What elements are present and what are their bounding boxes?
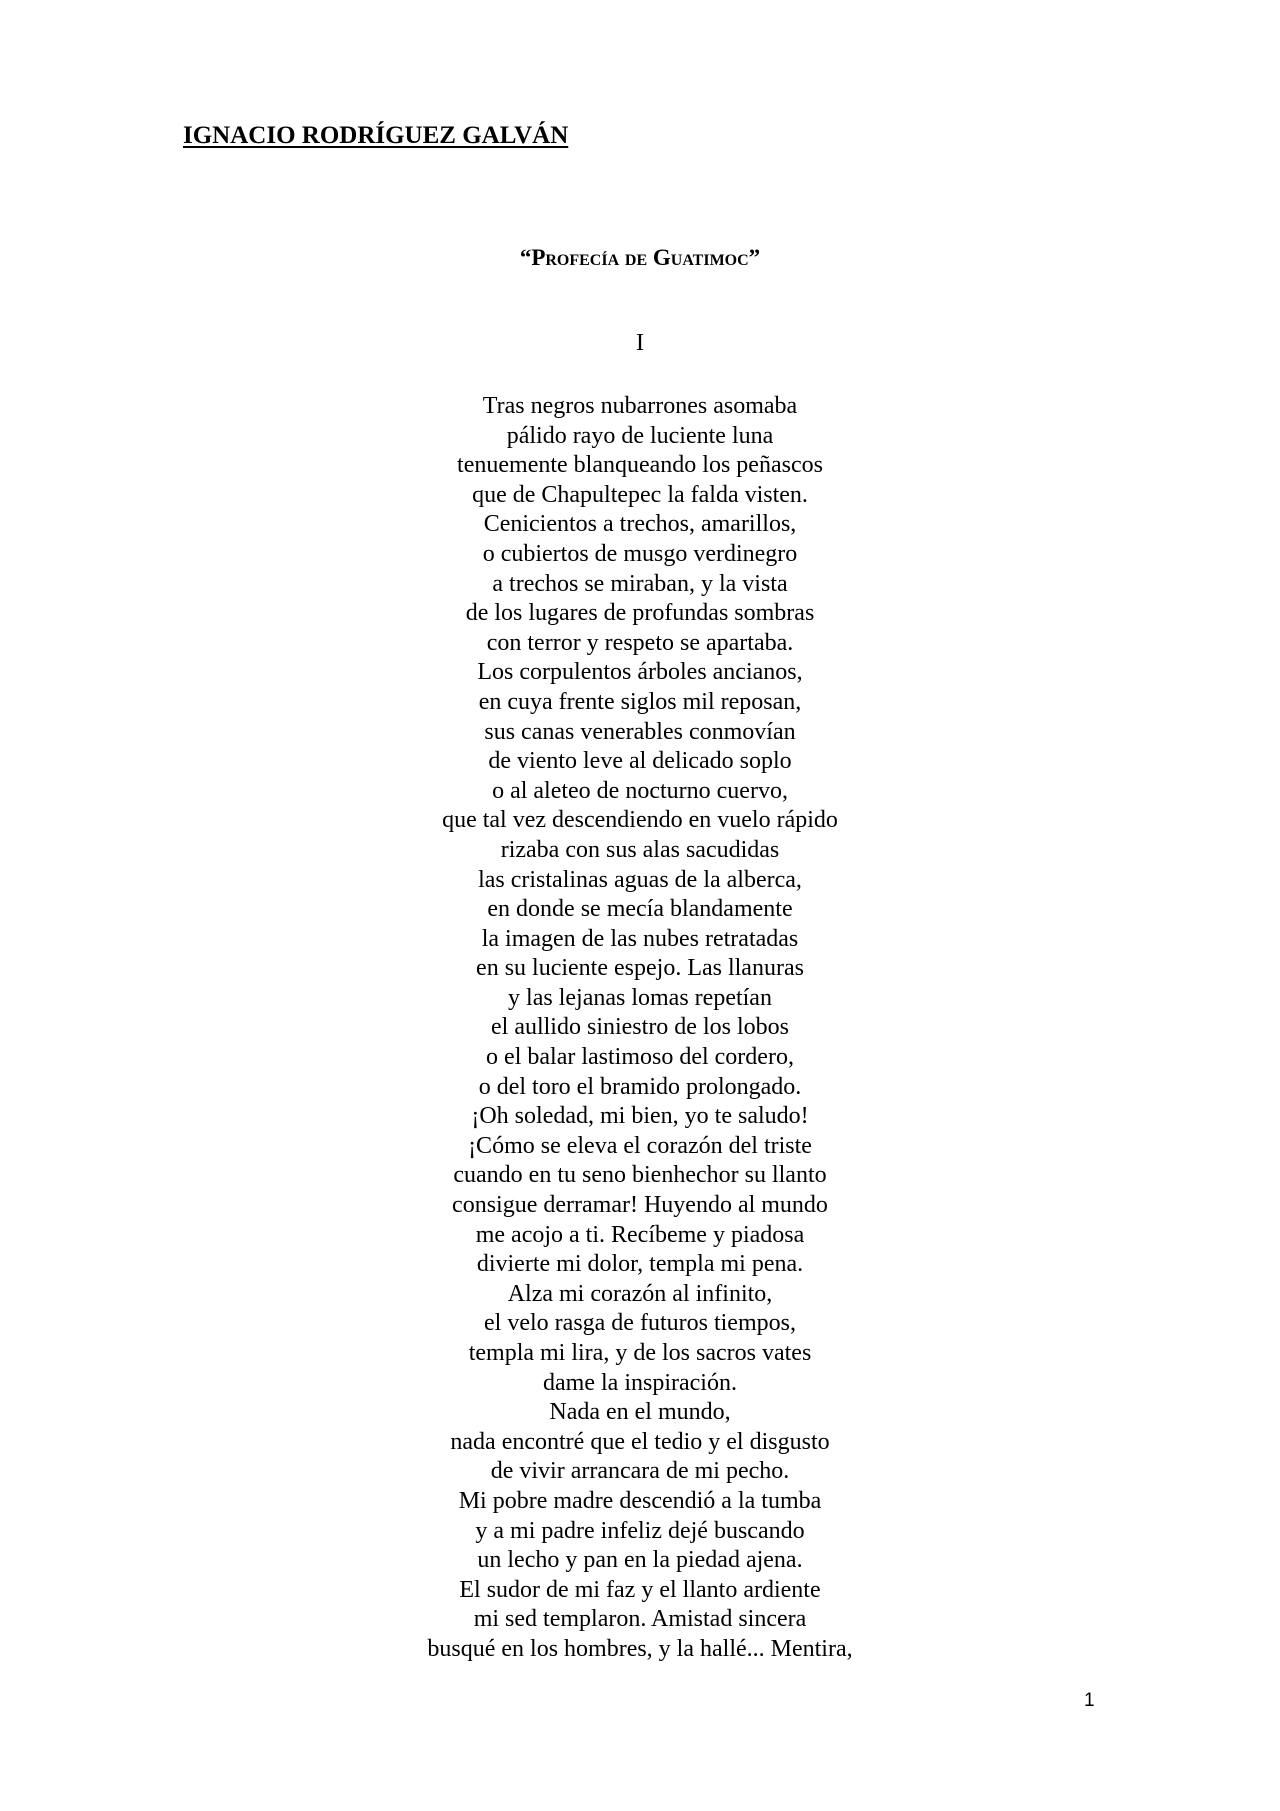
verse-line: en cuya frente siglos mil reposan, <box>478 688 802 715</box>
verse-line: rizaba con sus alas sacudidas <box>500 836 780 863</box>
verse-line: en su luciente espejo. Las llanuras <box>476 955 804 982</box>
verse-line: cuando en tu seno bienhechor su llanto <box>453 1162 827 1189</box>
verse-line: el aullido siniestro de los lobos <box>491 1014 789 1041</box>
verse-line: Los corpulentos árboles ancianos, <box>477 659 803 686</box>
verse-line: Nada en el mundo, <box>549 1399 731 1426</box>
verse-line: ¡Oh soledad, mi bien, yo te saludo! <box>471 1103 809 1130</box>
verse-line: que tal vez descendiendo en vuelo rápido <box>442 807 838 834</box>
verse-line: Mi pobre madre descendió a la tumba <box>458 1487 822 1514</box>
verse-line: templa mi lira, y de los sacros vates <box>468 1340 812 1366</box>
verse-line: nada encontré que el tedio y el disgusto <box>450 1428 830 1455</box>
page-number: 1 <box>1084 1690 1095 1711</box>
verse-line: o del toro el bramido prolongado. <box>478 1073 802 1100</box>
poem-title: “Profecía de Guatimoc” <box>519 245 761 270</box>
verse-line: de vivir arrancara de mi pecho. <box>490 1458 790 1485</box>
verse-line: o el balar lastimoso del cordero, <box>486 1044 794 1071</box>
verse-line: Alza mi corazón al infinito, <box>507 1280 773 1307</box>
verse-line: y a mi padre infeliz dejé buscando <box>475 1517 805 1544</box>
verse-line: las cristalinas aguas de la alberca, <box>478 866 802 893</box>
verse-line: un lecho y pan en la piedad ajena. <box>477 1547 803 1574</box>
verse-line: la imagen de las nubes retratadas <box>481 925 799 952</box>
poem-verses <box>0 392 1280 1665</box>
verse-line: con terror y respeto se apartaba. <box>486 629 794 656</box>
verse-line: me acojo a ti. Recíbeme y piadosa <box>475 1221 805 1248</box>
verse-line: mi sed templaron. Amistad sincera <box>473 1606 807 1633</box>
verse-line: el velo rasga de futuros tiempos, <box>484 1310 796 1337</box>
verse-line: Tras negros nubarrones asomaba <box>482 393 798 419</box>
verse-line: a trechos se miraban, y la vista <box>492 570 788 597</box>
verse-line: en donde se mecía blandamente <box>487 896 793 923</box>
verse-line: ¡Cómo se eleva el corazón del triste <box>468 1132 812 1159</box>
verse-line: de los lugares de profundas sombras <box>465 600 815 627</box>
verse-line: Cenicientos a trechos, amarillos, <box>483 511 797 538</box>
verse-line: dame la inspiración. <box>543 1369 737 1396</box>
verse-line: pálido rayo de luciente luna <box>506 422 774 449</box>
section-number: I <box>636 330 644 356</box>
verse-line: divierte mi dolor, templa mi pena. <box>476 1251 804 1278</box>
verse-line: tenuemente blanqueando los peñascos <box>457 452 823 479</box>
verse-line: de viento leve al delicado soplo <box>488 748 792 775</box>
verse-line: o cubiertos de musgo verdinegro <box>482 540 798 567</box>
author-heading: IGNACIO RODRÍGUEZ GALVÁN <box>183 122 569 149</box>
verse-line: consigue derramar! Huyendo al mundo <box>452 1192 828 1219</box>
verse-line: que de Chapultepec la falda visten. <box>472 481 808 508</box>
verse-line: El sudor de mi faz y el llanto ardiente <box>459 1576 821 1603</box>
verse-line: o al aleteo de nocturno cuervo, <box>492 777 788 804</box>
verse-line: sus canas venerables conmovían <box>484 718 796 745</box>
verse-line: y las lejanas lomas repetían <box>508 984 772 1011</box>
verse-line: busqué en los hombres, y la hallé... Mentira, <box>427 1635 853 1662</box>
